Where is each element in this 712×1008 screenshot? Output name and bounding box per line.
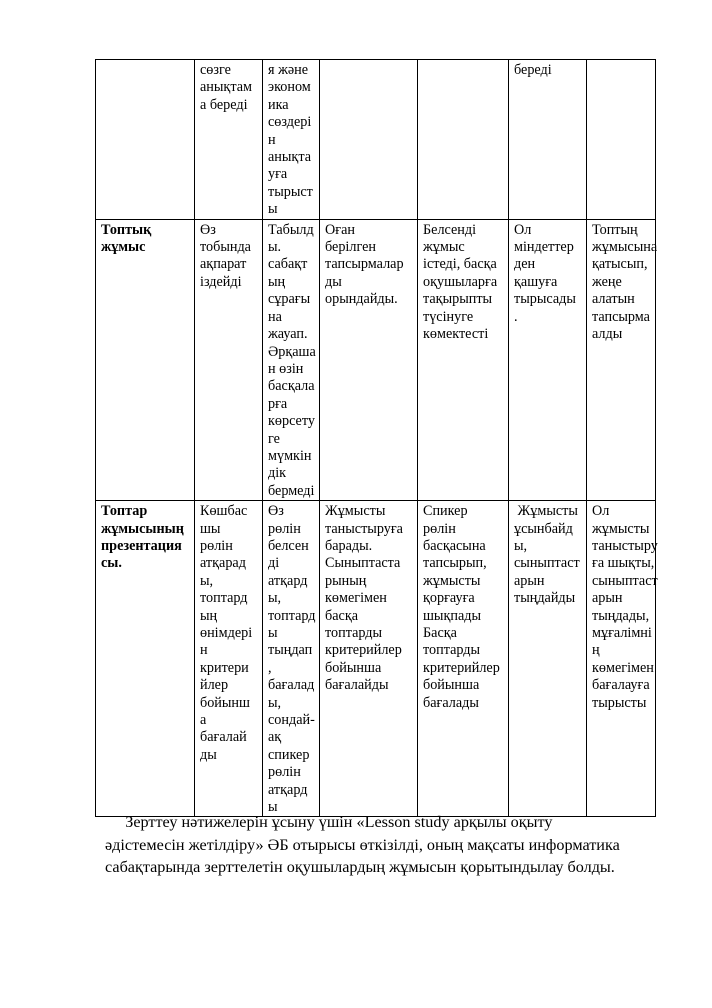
cell-text-line: Топтар <box>101 503 148 520</box>
cell-text-line: ы, <box>268 694 282 711</box>
table-cell <box>263 501 320 817</box>
cell-text-line: рға <box>268 395 288 412</box>
cell-text-line: мүмкін <box>268 447 312 464</box>
cell-text-line: бойынша <box>325 659 382 676</box>
cell-text-line: Табылд <box>268 221 314 238</box>
table-cell <box>509 60 587 220</box>
cell-text-line <box>592 62 651 79</box>
cell-text-line: тақырыпты <box>423 291 493 308</box>
cell-text-line: сөздері <box>268 114 312 131</box>
cell-text-line: Топтың <box>592 221 638 238</box>
cell-text-line: ақпарат <box>200 256 247 273</box>
cell-text-line: жұмысты <box>423 572 481 589</box>
cell-text-line: я және <box>268 62 309 78</box>
table-cell <box>320 60 418 220</box>
paragraph-line: сабақтарында зерттелетін оқушылардың жұмысын қорытындылау болды. <box>105 858 615 876</box>
cell-text-line: . <box>514 308 518 325</box>
table-cell <box>263 60 320 220</box>
table-cell <box>195 501 263 817</box>
cell-text-line: тырысты <box>592 694 647 711</box>
cell-text-line: тапсырып, <box>423 555 487 572</box>
cell-text-line: жауап. <box>268 326 308 343</box>
cell-text-line: эконом <box>268 79 311 96</box>
cell-text-line: н <box>200 642 208 659</box>
cell-text-line: шы <box>200 520 221 537</box>
cell-text-line: таныстыруға <box>325 520 403 537</box>
cell-text-line: тапсырмалар <box>325 256 404 273</box>
table-cell <box>587 219 656 501</box>
cell-text-line: алды <box>592 326 623 343</box>
paragraph-line: әдістемесін жетілдіру» ӘБ отырысы өткізілді, оның мақсаты информатика <box>105 835 620 854</box>
cell-text-line: анықта <box>268 149 311 166</box>
cell-text-line: ге <box>268 430 280 447</box>
table-cell <box>320 501 418 817</box>
cell-text-line <box>325 62 413 79</box>
cell-text-line: критери <box>200 659 249 676</box>
cell-text-line: топтарды <box>423 642 481 659</box>
cell-text-line: ды <box>200 746 217 763</box>
cell-text-line: сыныптаст <box>592 572 658 589</box>
cell-text-line: ді <box>268 555 280 572</box>
cell-text-line: тырысады <box>514 291 576 308</box>
cell-text-line: ға шықты, <box>592 555 655 572</box>
cell-text-line: жұмысты <box>592 520 650 537</box>
cell-text-line: критерийлер <box>423 659 500 676</box>
cell-text-line: бағалад <box>268 677 315 694</box>
cell-text-line: спикер <box>268 746 310 763</box>
table-cell <box>587 501 656 817</box>
cell-text-line: тапсырма <box>592 308 650 325</box>
cell-text-line: басқа <box>325 607 359 624</box>
cell-text-line: ы <box>268 799 278 816</box>
cell-text-line: Ол <box>514 221 532 238</box>
cell-text-line: тобында <box>200 239 251 256</box>
cell-text-line: тыңдады, <box>592 607 650 624</box>
body-paragraph <box>105 811 665 879</box>
paragraph-line: Зерттеу нәтижелерін ұсыну үшін «Lesson study арқылы оқыту <box>105 813 553 831</box>
row-header <box>96 501 195 817</box>
table-cell <box>195 60 263 220</box>
cell-text-line: тыңдап <box>268 642 313 659</box>
cell-text-line: йлер <box>200 677 229 694</box>
table-cell <box>587 60 656 220</box>
cell-text-line: рөлін <box>268 764 301 781</box>
cell-text-line: қатысып, <box>592 256 648 273</box>
cell-text-line: рөлін <box>200 537 233 554</box>
cell-text-line: Белсенді <box>423 221 477 238</box>
observation-table <box>95 59 656 817</box>
cell-text-line: Көшбас <box>200 503 248 520</box>
cell-text-line: түсінуге <box>423 308 474 325</box>
cell-text-line: Сыныптаста <box>325 555 401 572</box>
cell-text-line: мұғалімні <box>592 625 652 641</box>
cell-text-line: ы, <box>200 572 214 589</box>
cell-text-line: шықпады <box>423 607 481 624</box>
cell-text-line: оқушыларға <box>423 273 498 290</box>
cell-text-line: белсен <box>268 537 309 554</box>
cell-text-line: Оған <box>325 221 355 238</box>
cell-text-line: атқард <box>268 572 308 589</box>
cell-text-line: береді <box>514 62 552 78</box>
cell-text-line <box>101 62 190 79</box>
cell-text-line: ды <box>325 273 342 290</box>
cell-text-line: ы <box>268 201 278 218</box>
table-cell <box>195 219 263 501</box>
cell-text-line: ы <box>268 625 278 641</box>
cell-text-line: ика <box>268 96 289 113</box>
cell-text-line: топтард <box>268 607 316 624</box>
cell-text-line: сыныптаст <box>514 555 580 572</box>
cell-text-line: дік <box>268 465 287 482</box>
cell-text-line: Ол <box>592 503 610 520</box>
cell-text-line: алатын <box>592 291 635 308</box>
cell-text-line: таныстыру <box>592 537 658 554</box>
table-cell <box>509 501 587 817</box>
cell-text-line: Өз <box>268 503 284 520</box>
cell-text-line: тырыст <box>268 183 313 200</box>
cell-text-line: қашуға <box>514 273 558 290</box>
cell-text-line: н <box>268 131 276 148</box>
cell-text-line: сондай- <box>268 712 315 729</box>
cell-text-line: Басқа <box>423 625 457 641</box>
table-cell <box>418 219 509 501</box>
cell-text-line: жеңе <box>592 273 622 290</box>
table-cell <box>418 60 509 220</box>
cell-text-line: сөзге <box>200 62 231 78</box>
row-header <box>96 219 195 501</box>
cell-text-line: көрсету <box>268 413 315 430</box>
cell-text-line: сұрағы <box>268 291 311 308</box>
cell-text-line: Өз <box>200 221 216 238</box>
cell-text-line: Жұмысты <box>325 503 386 520</box>
table-row <box>96 219 656 501</box>
cell-text-line: басқасына <box>423 537 486 554</box>
cell-text-line: а <box>200 712 207 729</box>
cell-text-line: на <box>268 308 282 325</box>
cell-text-line: ы. <box>268 239 282 256</box>
cell-text-line: анықтам <box>200 79 252 96</box>
cell-text-line: өнімдері <box>200 625 253 641</box>
table-cell <box>96 60 195 220</box>
cell-text-line: уға <box>268 166 288 183</box>
cell-text-line: ден <box>514 256 536 273</box>
cell-text-line: Спикер <box>423 503 468 520</box>
cell-text-line: ы, <box>514 537 528 554</box>
cell-text-line: ұсынбайд <box>514 520 573 537</box>
cell-text-line: н өзін <box>268 360 304 377</box>
cell-text-line: ың <box>200 607 218 624</box>
cell-text-line: бағалай <box>200 729 247 746</box>
cell-text-line: критерийлер <box>325 642 402 659</box>
cell-text-line: а береді <box>200 96 248 113</box>
table-cell <box>320 219 418 501</box>
cell-text-line: ң <box>592 642 600 659</box>
cell-text-line: орындайды. <box>325 291 398 308</box>
cell-text-line: іздейді <box>200 273 242 290</box>
table-row <box>96 501 656 817</box>
cell-text-line: бағалауға <box>592 677 650 694</box>
cell-text-line: Жұмысты <box>514 503 578 520</box>
cell-text-line: презентация <box>101 537 182 554</box>
cell-text-line: бойынша <box>423 677 480 694</box>
cell-text-line: жұмысына <box>592 239 658 256</box>
cell-text-line <box>423 62 504 79</box>
cell-text-line: ың <box>268 273 286 290</box>
table-cell <box>263 219 320 501</box>
cell-text-line: ы, <box>268 590 282 607</box>
cell-text-line: Топтық <box>101 221 152 238</box>
table-cell <box>418 501 509 817</box>
cell-text-line: көмектесті <box>423 326 489 343</box>
cell-text-line: арын <box>592 590 623 607</box>
cell-text-line: жұмыс <box>101 239 146 256</box>
cell-text-line: сы. <box>101 555 122 572</box>
table-row <box>96 60 656 220</box>
cell-text-line: қорғауға <box>423 590 475 607</box>
cell-text-line: атқард <box>268 781 308 798</box>
cell-text-line: берілген <box>325 239 376 256</box>
cell-text-line: ақ <box>268 729 282 746</box>
table-cell <box>509 219 587 501</box>
cell-text-line: атқарад <box>200 555 246 572</box>
cell-text-line: бойынш <box>200 694 250 711</box>
cell-text-line: міндеттер <box>514 239 574 256</box>
cell-text-line: көмегімен <box>592 659 654 676</box>
cell-text-line: Әрқаша <box>268 343 316 360</box>
cell-text-line: , <box>268 659 272 676</box>
cell-text-line: барады. <box>325 537 373 554</box>
cell-text-line: топтард <box>200 590 248 607</box>
cell-text-line: рөлін <box>423 520 456 537</box>
cell-text-line: рөлін <box>268 520 301 537</box>
cell-text-line: рының <box>325 572 367 589</box>
cell-text-line: істеді, басқа <box>423 256 497 273</box>
cell-text-line: бермеді <box>268 482 315 499</box>
cell-text-line: топтарды <box>325 625 383 641</box>
cell-text-line: жұмысының <box>101 520 184 537</box>
cell-text-line: тыңдайды <box>514 590 576 607</box>
cell-text-line: жұмыс <box>423 239 465 256</box>
cell-text-line: бағалады <box>423 694 479 711</box>
cell-text-line: бағалайды <box>325 677 389 694</box>
cell-text-line: көмегімен <box>325 590 387 607</box>
cell-text-line: сабақт <box>268 256 308 273</box>
cell-text-line: басқала <box>268 378 315 395</box>
cell-text-line: арын <box>514 572 545 589</box>
